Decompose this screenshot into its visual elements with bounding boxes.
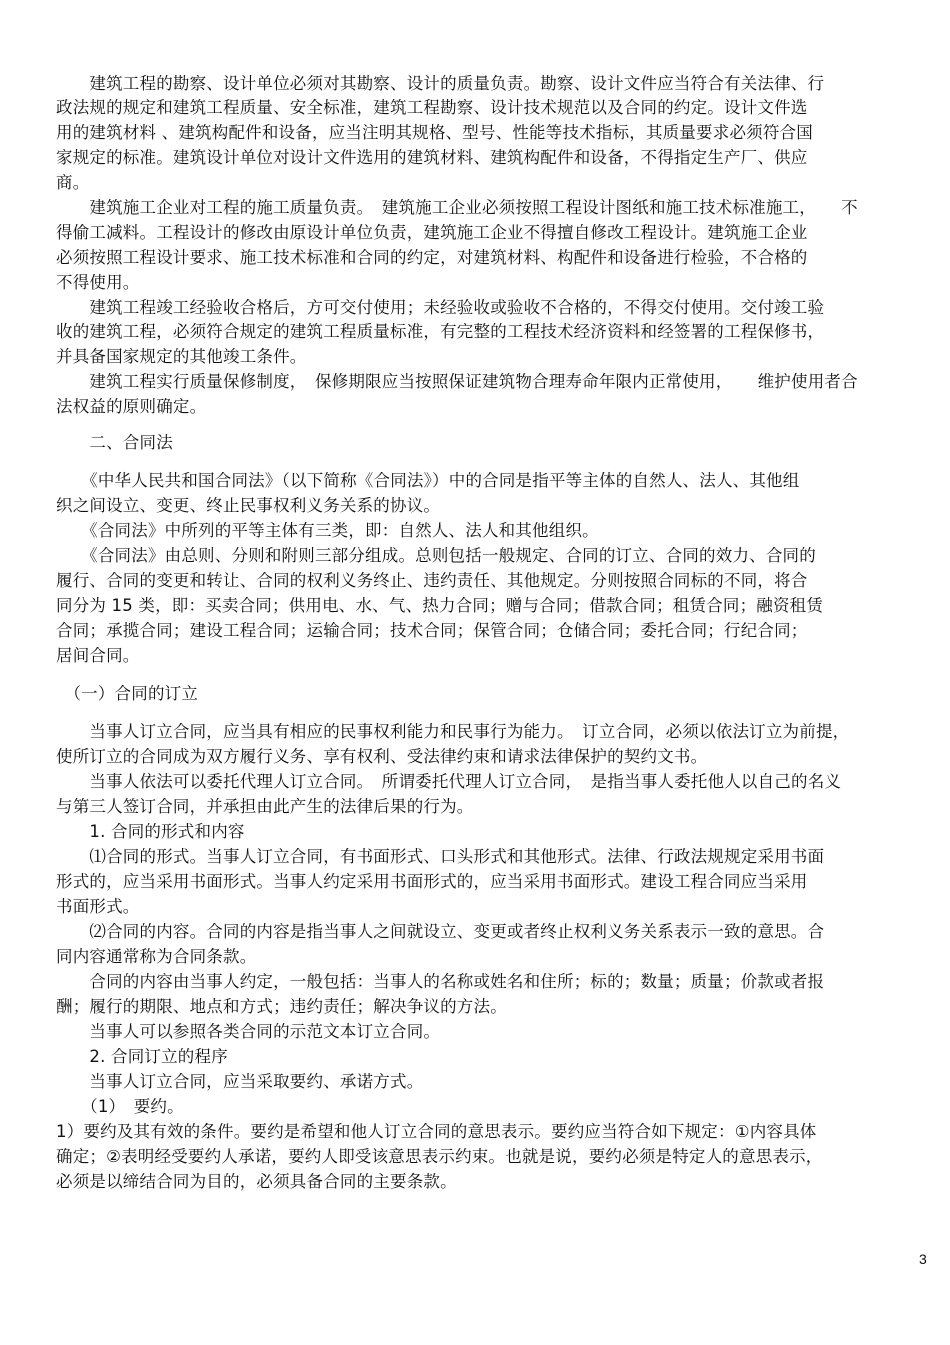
text-line: 形式的，应当采用书面形式。当事人约定采用书面形式的，应当采用书面形式。建设工程合同应当采用 <box>56 872 808 891</box>
text-line: 建筑工程竣工经验收合格后，方可交付使用；未经验收或验收不合格的，不得交付使用。交付竣工验 <box>56 298 825 317</box>
text-line: （1） 要约。 <box>56 1097 184 1116</box>
text-line: 确定；②表明经受要约人承诺，要约人即受该意思表示约束。也就是说，要约必须是特定人的意思表示， <box>56 1147 823 1166</box>
text-line: 建筑工程的勘察、设计单位必须对其勘察、设计的质量负责。勘察、设计文件应当符合有关法律、行 <box>56 74 825 93</box>
text-line: ⑵合同的内容。合同的内容是指当事人之间就设立、变更或者终止权利义务关系表示一致的意思。合 <box>56 922 825 941</box>
text-line: 合同的内容由当事人约定，一般包括：当事人的名称或姓名和住所；标的；数量；质量；价款或者报 <box>56 972 825 991</box>
text-line: 法权益的原则确定。 <box>56 397 207 416</box>
text-line: 收的建筑工程，必须符合规定的建筑工程质量标准，有完整的工程技术经济资料和经签署的工程保修书， <box>56 322 825 341</box>
text-line: 用的建筑材料 、建筑构配件和设备，应当注明其规格、型号、性能等技术指标，其质量要求必须符合国 <box>56 123 813 142</box>
text-line: （一）合同的订立 <box>56 684 199 703</box>
text-line: 不得使用。 <box>56 273 140 292</box>
text-line: 二、合同法 <box>56 433 173 452</box>
page-number: 3 <box>919 1251 927 1267</box>
text-line: 同分为 15 类，即：买卖合同；供用电、水、气、热力合同；赠与合同；借款合同；租赁合同；融资租赁 <box>56 596 824 615</box>
text-line: 建筑工程实行质量保修制度， 保修期限应当按照保证建筑物合理寿命年限内正常使用， 维护使用者合 <box>56 372 858 391</box>
text-line: 使所订立的合同成为双方履行义务、享有权利、受法律约束和请求法律保护的契约文书。 <box>56 747 708 766</box>
text-line: 并具备国家规定的其他竣工条件。 <box>56 347 307 366</box>
text-line: 家规定的标准。建筑设计单位对设计文件选用的建筑材料、建筑构配件和设备，不得指定生产厂、供应 <box>56 148 808 167</box>
text-line: 当事人订立合同，应当具有相应的民事权利能力和民事行为能力。 订立合同，必须以依法订立为前提， <box>56 722 850 741</box>
text-line: 1）要约及其有效的条件。要约是希望和他人订立合同的意思表示。要约应当符合如下规定：①内容具体 <box>56 1122 817 1141</box>
text-line: 酬；履行的期限、地点和方式；违约责任；解决争议的方法。 <box>56 997 507 1016</box>
text-line: 履行、合同的变更和转让、合同的权利义务终止、违约责任、其他规定。分则按照合同标的不同，将合 <box>56 571 808 590</box>
text-line: 商。 <box>56 173 90 192</box>
text-line: 与第三人签订合同，并承担由此产生的法律后果的行为。 <box>56 797 474 816</box>
text-line: 政法规的规定和建筑工程质量、安全标准，建筑工程勘察、设计技术规范以及合同的约定。设计文件选 <box>56 98 808 117</box>
text-line: 2. 合同订立的程序 <box>56 1047 228 1066</box>
text-line: 《合同法》中所列的平等主体有三类，即：自然人、法人和其他组织。 <box>56 521 599 540</box>
text-line: 得偷工减料。工程设计的修改由原设计单位负责，建筑施工企业不得擅自修改工程设计。建筑施工企业 <box>56 223 808 242</box>
text-line: 建筑施工企业对工程的施工质量负责。 建筑施工企业必须按照工程设计图纸和施工技术标准施工， 不 <box>56 198 858 217</box>
text-line: 当事人订立合同，应当采取要约、承诺方式。 <box>56 1072 424 1091</box>
text-line: 合同；承揽合同；建设工程合同；运输合同；技术合同；保管合同；仓储合同；委托合同；行纪合同； <box>56 621 808 640</box>
text-line: ⑴合同的形式。当事人订立合同，有书面形式、口头形式和其他形式。法律、行政法规规定采用书面 <box>56 847 825 866</box>
text-line: 当事人依法可以委托代理人订立合同。 所谓委托代理人订立合同， 是指当事人委托他人以自己的名义 <box>56 772 842 791</box>
text-line: 同内容通常称为合同条款。 <box>56 947 257 966</box>
text-line: 必须是以缔结合同为目的，必须具备合同的主要条款。 <box>56 1172 457 1191</box>
text-line: 书面形式。 <box>56 897 140 916</box>
text-line: 1. 合同的形式和内容 <box>56 822 245 841</box>
text-line: 《中华人民共和国合同法》（以下简称《合同法》）中的合同是指平等主体的自然人、法人、其他组 <box>56 471 800 490</box>
text-line: 当事人可以参照各类合同的示范文本订立合同。 <box>56 1022 441 1041</box>
text-line: 《合同法》由总则、分则和附则三部分组成。总则包括一般规定、合同的订立、合同的效力、合同的 <box>56 546 816 565</box>
text-line: 必须按照工程设计要求、施工技术标准和合同的约定，对建筑材料、构配件和设备进行检验，不合格的 <box>56 248 808 267</box>
text-line: 居间合同。 <box>56 646 140 665</box>
text-line: 织之间设立、变更、终止民事权利义务关系的协议。 <box>56 496 441 515</box>
